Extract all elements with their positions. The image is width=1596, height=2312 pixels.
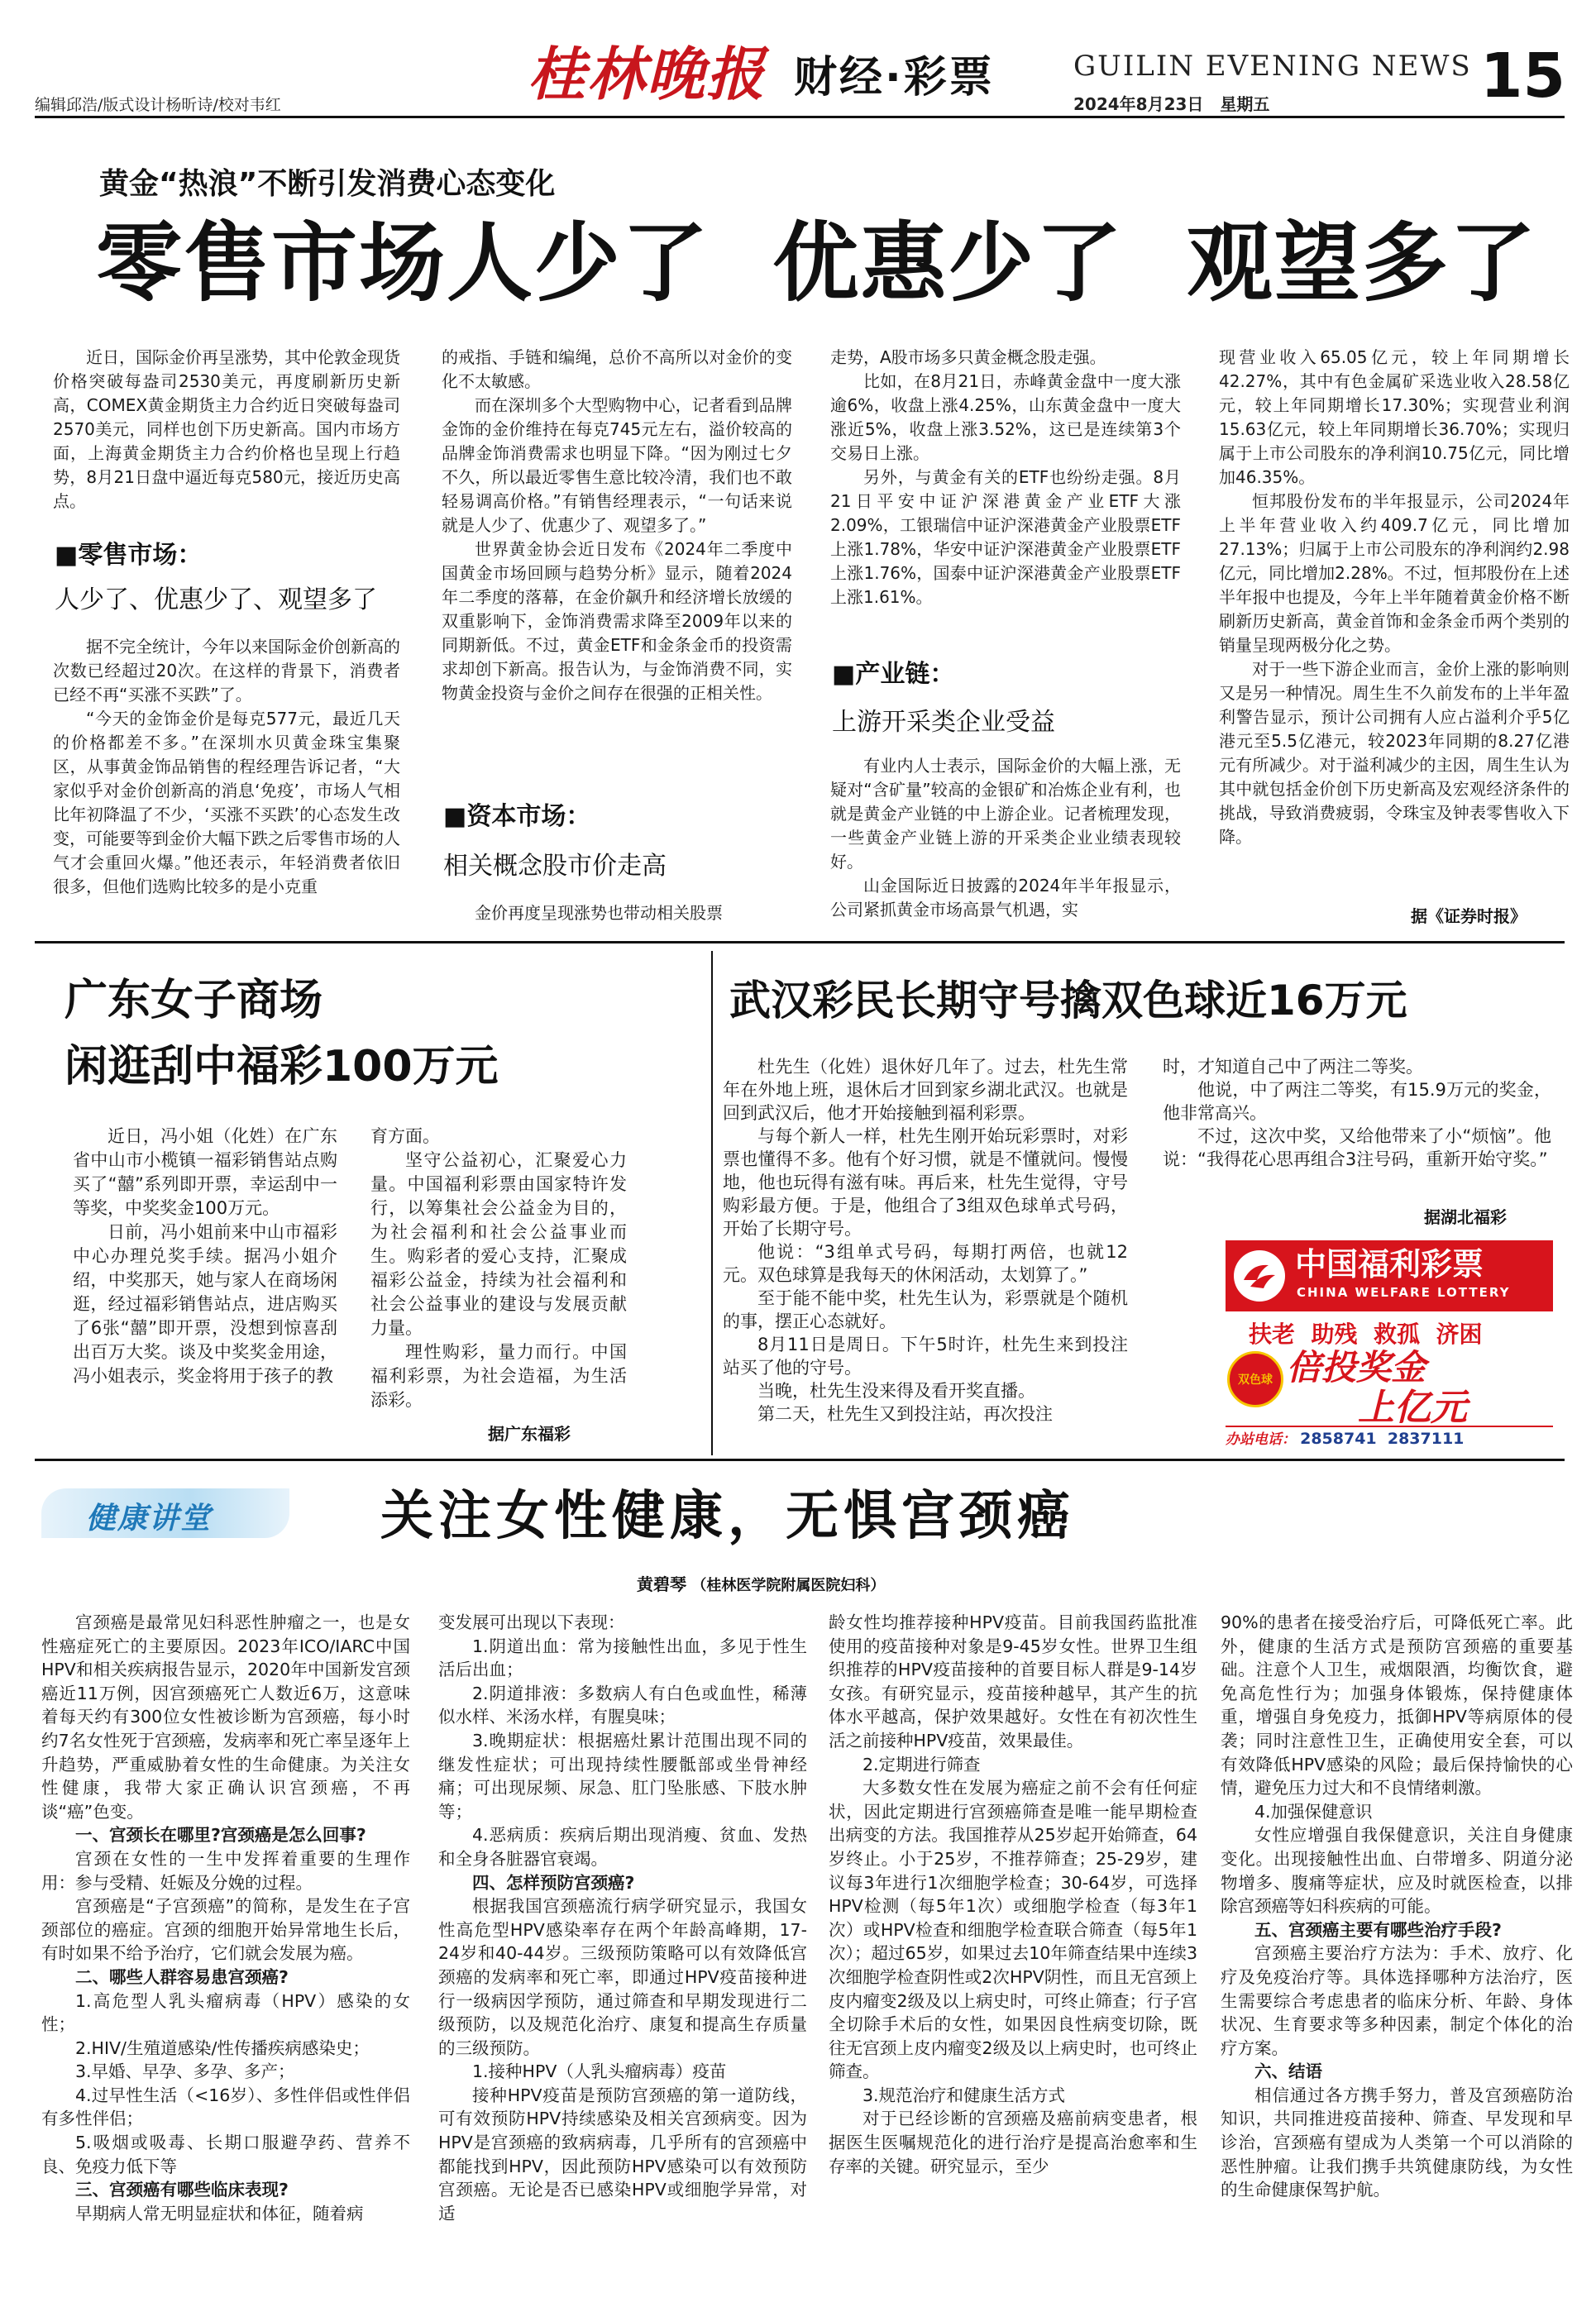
paragraph: 4.加强保健意识 xyxy=(1254,1801,1373,1822)
wuhan-column-b xyxy=(1163,1055,1551,1179)
ad-brand-banner xyxy=(1226,1240,1553,1311)
paragraph: 2.阴道排液：多数病人有白色或血性，稀薄似水样、米汤水样，有腥臭味； xyxy=(438,1683,807,1727)
paragraph: 日前，冯小姐前来中山市福彩中心办理兑奖手续。据冯小姐介绍，中奖那天，她与家人在商场闲逛，经过福彩销售站点，进店购买了6张“囍”即开票，没想到惊喜刮出百万大奖。谈及中奖奖金用途，冯小姐表示，奖金将用于孩子的教 xyxy=(73,1222,337,1386)
english-name: GUILIN EVENING NEWS xyxy=(1073,50,1472,83)
paragraph: 有业内人士表示，国际金价的大幅上涨，无疑对“含矿量”较高的金银矿和冶炼企业有利，也就是黄金产业链的中上游企业。记者梳理发现，一些黄金产业链上游的开采类企业业绩表现较好。 xyxy=(830,756,1181,872)
gold-column-3 xyxy=(830,346,1181,652)
paragraph: 8月11日是周日。下午5时许，杜先生来到投注站买了他的守号。 xyxy=(723,1335,1128,1378)
gold-bottom-rule xyxy=(35,941,1565,943)
paragraph: 变发展可出现以下表现： xyxy=(438,1612,625,1632)
paragraph: 据不完全统计，今年以来国际金价创新高的次数已经超过20次。在这样的背景下，消费者已经不再“买涨不买跌”了。 xyxy=(53,637,400,705)
gold-section-retail-subtitle: 人少了、优惠少了、观望多了 xyxy=(55,585,377,614)
gold-section-industry-title: ■产业链： xyxy=(832,660,955,689)
section-heading: 二、哪些人群容易患宫颈癌? xyxy=(75,1966,289,1987)
gold-section-capital-subtitle: 相关概念股市价走高 xyxy=(443,852,667,881)
health-column-3 xyxy=(829,1611,1197,2297)
paragraph: 2.定期进行筛查 xyxy=(863,1754,981,1775)
paragraph: 宫颈癌是最常见妇科恶性肿瘤之一，也是女性癌症死亡的主要原因。2023年ICO/IARC中国HPV和相关疾病报告显示，2020年中国新发宫颈癌近11万例，因宫颈癌死亡人数近6万，这意味着每天约有300位女性被诊断为宫颈癌，每小时约7名女性死于宫颈癌，发病率和死亡率呈逐年上升趋势，严重威胁着女性的生命健康。为关注女性健康，我带大家正确认识宫颈癌，不再谈“癌”色变。 xyxy=(41,1612,410,1822)
ad-badge-label: 双色球 xyxy=(1238,1373,1273,1387)
ad-brand-cn: 中国福利彩票 xyxy=(1295,1246,1484,1283)
section-name: 财经·彩票 xyxy=(794,53,995,103)
paragraph: 另外，与黄金有关的ETF也纷纷走强。8月21日平安中证沪深港黄金产业ETF大涨2.09%，工银瑞信中证沪深港黄金产业股票ETF上涨1.78%，华安中证沪深港黄金产业股票ETF上涨1.76%，国泰中证沪深港黄金产业股票ETF上涨1.61%。 xyxy=(830,467,1181,607)
ad-phone-number: 2858741 2837111 xyxy=(1300,1430,1465,1448)
section-heading: 三、宫颈癌有哪些临床表现? xyxy=(75,2180,289,2200)
guangdong-source: 据广东福彩 xyxy=(488,1424,571,1444)
paragraph: 3.早婚、早孕、多孕、多产； xyxy=(75,2061,295,2082)
health-author: 黄碧琴 xyxy=(637,1574,686,1594)
paragraph: 近日，国际金价再呈涨势，其中伦敦金现货价格突破每盎司2530美元，再度刷新历史新高，COMEX黄金期货主力合约近日突破每盎司2570美元，同样也创下历史新高。国内市场方面，上海黄金期货主力合约价格也呈现上行趋势，8月21日盘中逼近每克580元，接近历史高点。 xyxy=(53,347,400,511)
health-byline xyxy=(637,1571,885,1595)
paragraph: 至于能不能中奖，杜先生认为，彩票就是个随机的事，摆正心态就好。 xyxy=(723,1288,1128,1331)
paragraph: 3.晚期症状：根据癌灶累计范围出现不同的继发性症状；可出现持续性腰骶部或坐骨神经痛；可出现尿频、尿急、肛门坠胀感、下肢水肿等； xyxy=(438,1730,807,1822)
page-number: 15 xyxy=(1480,41,1565,112)
paragraph: 2.HIV/生殖道感染/性传播疾病感染史； xyxy=(75,2037,370,2058)
paragraph: 1.接种HPV（人乳头瘤病毒）疫苗 xyxy=(472,2061,727,2082)
section-heading: 五、宫颈癌主要有哪些治疗手段? xyxy=(1254,1919,1502,1940)
paragraph: 对于已经诊断的宫颈癌及癌前病变患者，根据医生医嘱规范化的进行治疗是提高治愈率和生存率的关键。研究显示，至少 xyxy=(829,2109,1197,2176)
welfare-lottery-logo-icon xyxy=(1232,1249,1287,1303)
paragraph: 的戒指、手链和编绳，总价不高所以对金价的变化不太敏感。 xyxy=(442,347,792,391)
paragraph: 而在深圳多个大型购物中心，记者看到品牌金饰的金价维持在每克745元左右，溢价较高的品牌金饰消费需求也明显下降。“因为刚过七夕不久，所以最近零售生意比较冷清，我们也不敢轻易调高价格。”有销售经理表示，“一句话来说就是人少了、优惠少了、观望多了。” xyxy=(442,395,792,535)
paragraph: 山金国际近日披露的2024年半年报显示，公司紧抓黄金市场高景气机遇，实 xyxy=(830,876,1181,920)
paragraph: 世界黄金协会近日发布《2024年二季度中国黄金市场回顾与趋势分析》显示，随着2024年二季度的落幕，在金价飙升和经济增长放缓的双重影响下，金饰消费需求降至2009年以来的同期新低。不过，黄金ETF和金条金币的投资需求却创下新高。报告认为，与金饰消费不同，实物黄金投资与金价之间存在很强的正相关性。 xyxy=(442,539,792,703)
ad-slogan: 扶老 助残 救孤 济困 xyxy=(1249,1321,1483,1348)
ad-phone-label: 办站电话： xyxy=(1226,1431,1296,1448)
paragraph: 早期病人常无明显症状和体征，随着病 xyxy=(75,2203,364,2224)
ad-phone-bar xyxy=(1226,1426,1553,1449)
paragraph: 大多数女性在发展为癌症之前不会有任何症状，因此定期进行宫颈癌筛查是唯一能早期检查出病变的方法。我国推荐从25岁起开始筛查，64岁终止。小于25岁，不推荐筛查；25-29岁，建议每3年进行1次细胞学检查；30-64岁，可选择HPV检测（每5年1次）或细胞学检查（每3年1次）或HPV检查和细胞学检查联合筛查（每5年1次）；超过65岁，如果过去10年筛查结果中连续3次细胞学检查阴性或2次HPV阴性，而且无宫颈上皮内瘤变2级及以上病史时，可终止筛查；行子宫全切除手术后的女性，如果因良性病变切除，既往无宫颈上皮内瘤变2级及以上病史时，也可终止筛查。 xyxy=(829,1778,1197,2082)
paragraph: 宫颈癌是“子宫颈癌”的简称，是发生在子宫颈部位的癌症。宫颈的细胞开始异常地生长后，有时如果不给予治疗，它们就会发展为癌。 xyxy=(41,1896,410,1964)
paragraph: 3.规范治疗和健康生活方式 xyxy=(863,2085,1066,2105)
paragraph: 龄女性均推荐接种HPV疫苗。目前我国药监批准使用的疫苗接种对象是9-45岁女性。世界卫生组织推荐的HPV疫苗接种的首要目标人群是9-14岁女孩。有研究显示，疫苗接种越早，其产生的抗体水平越高，保护效果越好。女性在有初次性生活之前接种HPV疫苗，效果最佳。 xyxy=(829,1612,1197,1751)
page-credits: 编辑邱浩/版式设计杨昕诗/校对韦红 xyxy=(35,96,281,114)
paragraph: 他说：“3组单式号码，每期打两倍，也就12元。双色球算是我每天的休闲活动，太划算了。” xyxy=(723,1242,1128,1285)
wuhan-column-a xyxy=(723,1055,1128,1452)
paragraph: 宫颈在女性的一生中发挥着重要的生理作用：参与受精、妊娠及分娩的过程。 xyxy=(41,1848,410,1893)
ad-brand-en: CHINA WELFARE LOTTERY xyxy=(1297,1285,1511,1300)
paragraph: 比如，在8月21日，赤峰黄金盘中一度大涨逾6%，收盘上涨4.25%，山东黄金盘中一度大涨近5%，收盘上涨3.52%，这已是连续第3个交易日上涨。 xyxy=(830,371,1181,463)
section-heading: 四、怎样预防宫颈癌? xyxy=(472,1872,635,1893)
paragraph: 当晚，杜先生没来得及看开奖直播。 xyxy=(757,1381,1035,1401)
paragraph: 与每个新人一样，杜先生刚开始玩彩票时，对彩票也懂得不多。他有个好习惯，就是不懂就问。慢慢地，他也玩得有滋有味。再后来，杜先生觉得，守号购彩最方便。于是，他组合了3组双色球单式号码，开始了长期守号。 xyxy=(723,1126,1128,1239)
paragraph: 育方面。 xyxy=(370,1126,440,1146)
health-column-tag-label: 健康讲堂 xyxy=(86,1502,213,1536)
paragraph: 近日，冯小姐（化姓）在广东省中山市小榄镇一福彩销售站点购买了“囍”系列即开票，幸运刮中一等奖，中奖奖金100万元。 xyxy=(73,1126,337,1218)
section-heading: 六、结语 xyxy=(1254,2061,1322,2082)
guangdong-headline-line1: 广东女子商场 xyxy=(65,976,323,1025)
paragraph: 相信通过各方携手努力，普及宫颈癌防治知识，共同推进疫苗接种、筛查、早发现和早诊治，宫颈癌有望成为人类第一个可以消除的恶性肿瘤。让我们携手共筑健康防线，为女性的生命健康保驾护航。 xyxy=(1221,2085,1573,2200)
gold-source: 据《证券时报》 xyxy=(1411,906,1527,926)
paragraph: “今天的金饰金价是每克577元，最近几天的价格都差不多。”在深圳水贝黄金珠宝集聚区，从事黄金饰品销售的程经理告诉记者，“大家似乎对金价创新高的消息‘免疫’，市场人气相比年初降温了不少，‘买涨不买跌’的心态发生改变，可能要等到金价大幅下跌之后零售市场的人气才会重回火爆。”他还表示，年轻消费者依旧很多，但他们选购比较多的是小克重 xyxy=(53,709,400,896)
gold-column-2 xyxy=(442,346,792,784)
paragraph: 坚守公益初心，汇聚爱心力量。中国福利彩票由国家特许发行，以筹集社会公益金为目的，为社会福利和社会公益事业而生。购彩者的爱心支持，汇聚成福彩公益金，持续为社会福利和社会公益事业的建设与发展贡献力量。 xyxy=(370,1150,627,1338)
masthead-rule xyxy=(35,116,1565,118)
paragraph: 女性应增强自我保健意识，关注自身健康变化。出现接触性出血、白带增多、阴道分泌物增多、腹痛等症状，应及时就医检查，以排除宫颈癌等妇科疾病的可能。 xyxy=(1221,1825,1573,1917)
health-column-1 xyxy=(41,1611,410,2297)
paragraph: 走势，A股市场多只黄金概念股走强。 xyxy=(830,347,1106,367)
gold-column-3b xyxy=(830,754,1181,929)
wuhan-headline: 武汉彩民长期守号擒双色球近16万元 xyxy=(729,977,1407,1025)
paragraph: 1.阴道出血：常为接触性出血，多见于性生活后出血； xyxy=(438,1636,807,1680)
gold-column-4 xyxy=(1219,346,1570,908)
paragraph: 时，才知道自己中了两注二等奖。 xyxy=(1163,1057,1423,1077)
gold-section-retail-title: ■零售市场： xyxy=(55,541,203,570)
welfare-lottery-ad[interactable] xyxy=(1216,1240,1563,1447)
gold-section-industry-subtitle: 上游开采类企业受益 xyxy=(832,708,1055,737)
guangdong-column-b xyxy=(370,1125,627,1414)
paragraph: 宫颈癌主要治疗方法为：手术、放疗、化疗及免疫治疗等。具体选择哪种方法治疗，医生需要综合考虑患者的临床分析、年龄、身体状况、生育要求等多种因素，制定个体化的治疗方案。 xyxy=(1221,1943,1573,2058)
gold-kicker: 黄金“热浪”不断引发消费心态变化 xyxy=(99,167,556,201)
health-affiliation: （桂林医学院附属医院妇科） xyxy=(691,1577,886,1594)
health-column-tag xyxy=(41,1488,289,1538)
paragraph: 杜先生（化姓）退休好几年了。过去，杜先生常年在外地上班，退休后才回到家乡湖北武汉。也就是回到武汉后，他才开始接触到福利彩票。 xyxy=(723,1057,1128,1123)
section-heading: 一、宫颈长在哪里?宫颈癌是怎么回事? xyxy=(75,1825,366,1846)
health-column-4 xyxy=(1221,1611,1573,2297)
health-headline: 关注女性健康，无惧宫颈癌 xyxy=(380,1485,1075,1547)
paragraph: 第二天，杜先生又到投注站，再次投注 xyxy=(757,1404,1053,1424)
health-column-2 xyxy=(438,1611,807,2297)
guangdong-column-a xyxy=(73,1125,337,1447)
paragraph: 5.吸烟或吸毒、长期口服避孕药、营养不良、免疫力低下等 xyxy=(41,2133,410,2176)
gold-column-1b xyxy=(53,635,400,929)
paragraph: 1.高危型人乳头瘤病毒（HPV）感染的女性； xyxy=(41,1990,410,2035)
gold-section-capital-title: ■资本市场： xyxy=(443,802,591,831)
paragraph: 不过，这次中奖，又给他带来了小“烦恼”。他说：“我得花心思再组合3注号码，重新开始守奖。” xyxy=(1163,1126,1551,1169)
paragraph: 恒邦股份发布的半年报显示，公司2024年上半年营业收入约409.7亿元，同比增加27.13%；归属于上市公司股东的净利润约2.98亿元，同比增加2.28%。不过，恒邦股份在上述半年报中也提及，今年上半年随着黄金价格不断刷新历史新高，黄金首饰和金条金币两个类别的销量呈现两极分化之势。 xyxy=(1219,491,1570,655)
issue-date: 2024年8月23日 星期五 xyxy=(1073,94,1270,114)
gold-column-2b xyxy=(442,901,792,929)
lottery-divider xyxy=(711,951,713,1455)
gold-headline: 零售市场人少了 优惠少了 观望多了 xyxy=(96,213,1537,313)
ad-promo-line2: 上亿元 xyxy=(1358,1387,1467,1429)
paragraph: 接种HPV疫苗是预防宫颈癌的第一道防线，可有效预防HPV持续感染及相关宫颈病变。因为HPV是宫颈癌的致病病毒，几乎所有的宫颈癌中都能找到HPV，因此预防HPV感染可以有效预防宫颈癌。无论是否已感染HPV或细胞学异常，对适 xyxy=(438,2085,807,2224)
ad-badge xyxy=(1227,1351,1283,1407)
paragraph: 4.恶病质：疾病后期出现消瘦、贫血、发热和全身各脏器官衰竭。 xyxy=(438,1825,807,1869)
paragraph: 4.过早性生活（<16岁）、多性伴侣或性伴侣有多性伴侣； xyxy=(41,2085,410,2129)
guangdong-headline-line2: 闲逛刮中福彩100万元 xyxy=(65,1042,499,1092)
gold-column-1 xyxy=(53,346,400,519)
health-top-rule xyxy=(35,1459,1565,1461)
ad-promo-line1: 倍投奖金 xyxy=(1287,1347,1426,1388)
paragraph: 现营业收入65.05亿元，较上年同期增长42.27%，其中有色金属矿采选业收入28.58亿元，较上年同期增长17.30%；实现营业利润15.63亿元，较上年同期增长36.70%；实现归属于上市公司股东的净利润10.75亿元，同比增加46.35%。 xyxy=(1219,347,1570,487)
wuhan-source: 据湖北福彩 xyxy=(1424,1207,1507,1227)
newspaper-logo: 桂林晚报 xyxy=(528,40,766,108)
paragraph: 他说，中了两注二等奖，有15.9万元的奖金，他非常高兴。 xyxy=(1163,1080,1551,1123)
paragraph: 对于一些下游企业而言，金价上涨的影响则又是另一种情况。周生生不久前发布的上半年盈利警告显示，预计公司拥有人应占溢利介乎5亿港元至5.5亿港元，较2023年同期的8.27亿港元有所减少。对于溢利减少的主因，周生生认为其中就包括金价创下历史新高及宏观经济条件的挑战，导致消费疲弱，令珠宝及钟表零售收入下降。 xyxy=(1219,659,1570,847)
paragraph: 90%的患者在接受治疗后，可降低死亡率。此外，健康的生活方式是预防宫颈癌的重要基础。注意个人卫生，戒烟限酒，均衡饮食，避免高危性行为；加强身体锻炼，保持健康体重，增强自身免疫力，抵御HPV等病原体的侵袭；同时注意性卫生，正确使用安全套，可以有效降低HPV感染的风险；最后保持愉快的心情，避免压力过大和不良情绪刺激。 xyxy=(1221,1612,1573,1798)
paragraph: 根据我国宫颈癌流行病学研究显示，我国女性高危型HPV感染率存在两个年龄高峰期，17-24岁和40-44岁。三级预防策略可以有效降低宫颈癌的发病率和死亡率，即通过HPV疫苗接种进行一级病因学预防，通过筛查和早期发现进行二级预防，以及规范化治疗、康复和提高生存质量的三级预防。 xyxy=(438,1896,807,2058)
paragraph: 金价再度呈现涨势也带动相关股票 xyxy=(475,903,723,923)
paragraph: 理性购彩，量力而行。中国福利彩票，为社会造福，为生活添彩。 xyxy=(370,1342,627,1410)
